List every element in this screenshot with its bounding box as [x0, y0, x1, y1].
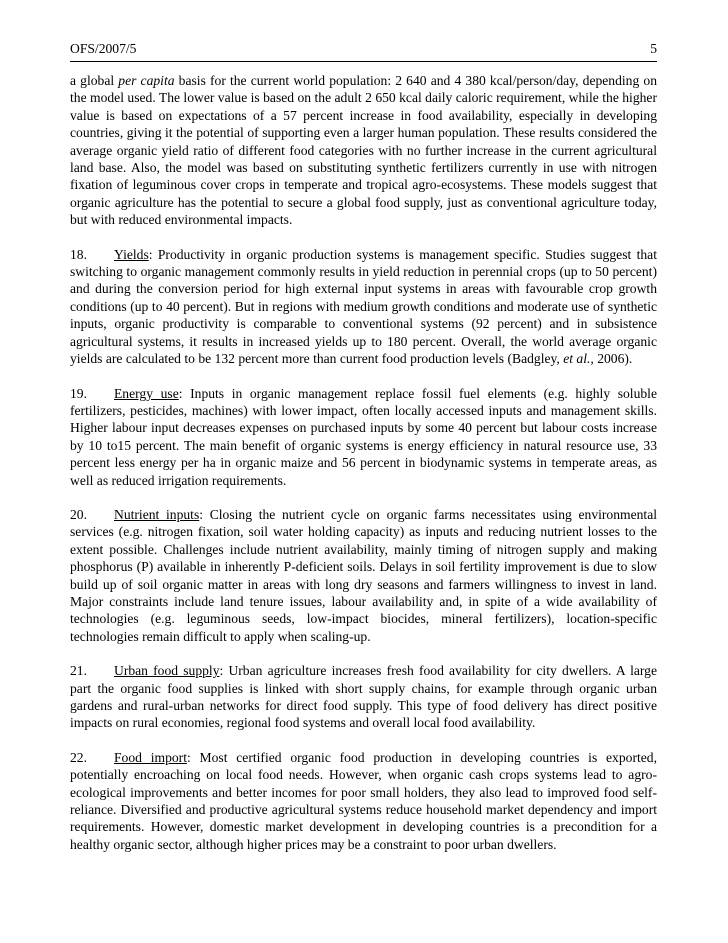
citation-italic: et al., [563, 351, 594, 367]
paragraph-body: : Urban agriculture increases fresh food availability for city dwellers. A large part the organic food supplies is linked with short supply chains, for example through organic urban gardens and rural-urban networks for direct food supply. This type of food delivery has direct positive impacts on rural economies, regional food systems and overall local food availability. [70, 663, 657, 731]
paragraph-heading: Urban food supply [114, 663, 220, 679]
paragraph-number: 22. [70, 749, 87, 765]
paragraph-20 [70, 506, 657, 645]
paragraph-heading: Food import [114, 749, 187, 765]
paragraph-number: 20. [70, 506, 87, 522]
paragraph-body: : Productivity in organic production systems is management specific. Studies suggest that switching to organic management commonly results in yield reduction in perennial crops (up to 50 percent) and during the conversion period for high external input systems in areas with favourable crop growth conditions (up to 40 percent). But in regions with medium growth conditions and moderate use of synthetic inputs, organic productivity is comparable to conventional systems (92 percent) and in subsistence agricultural systems, it results in increased yields up to 180 percent. Overall, the world average organic yields are calculated to be 132 percent more than current food production levels (Badgley, [70, 246, 657, 367]
paragraph-number: 18. [70, 246, 87, 262]
paragraph-body: : Most certified organic food production in developing countries is exported, potentially encroaching on local food needs. However, when organic cash crops systems lead to agro-ecological improvements and better incomes for poor small holders, they also lead to improved food self-reliance. Diversified and productive agricultural systems reduce household market dependency and import requirements. However, domestic market development in developing countries is a precondition for a healthy organic sector, although higher prices may be a constraint to poor urban dwellers. [70, 749, 657, 852]
paragraph-heading: Yields [114, 246, 149, 262]
page-header [70, 40, 657, 62]
intro-text-body: basis for the current world population: 2 640 and 4 380 kcal/person/day, depending on the model used. The lower value is based on the adult 2 650 kcal daily caloric requirement, while the higher value is based on expectations of a 57 percent increase in food availability, especially in developing countries, giving it the potential of supporting even a larger human population. These results considered the average organic yield ratio of different food categories with no further increase in the current agricultural land base. Also, the model was based on substituting synthetic fertilizers currently in use with nitrogen fixation of leguminous cover crops in temperate and tropical agro-ecosystems. These models suggest that organic agriculture has the potential to secure a global food supply, just as conventional agriculture today, but with reduced environmental impacts. [70, 73, 658, 228]
paragraph-18 [70, 246, 657, 368]
paragraph-19 [70, 385, 657, 489]
paragraph-heading: Energy use [114, 385, 179, 401]
paragraph-22 [70, 749, 657, 853]
paragraph-body: : Closing the nutrient cycle on organic farms necessitates using environmental services (e.g. nitrogen fixation, soil water holding capacity) as inputs and reducing nutrient losses to the extent possible. Challenges include nutrient availability, mainly timing of nitrogen supply and making phosphorus (P) available in inherently P-deficient soils. Delays in soil fertility improvement is due to slow build up of soil organic matter in areas with long dry seasons and farmers willingness to invest in land. Major constraints include land tenure issues, labour availability and, in spite of a wide availability of technologies (e.g. leguminous seeds, low-impact biocides, mineral fertilizers), location-specific technologies remain difficult to apply when scaling-up. [70, 506, 657, 644]
citation-end: 2006). [593, 351, 633, 367]
intro-text-start: a global [70, 73, 119, 88]
paragraph-heading: Nutrient inputs [114, 506, 200, 522]
paragraph-number: 21. [70, 663, 87, 679]
page-number: 5 [650, 41, 657, 56]
intro-italic-term: per capita [118, 73, 175, 88]
document-page [70, 40, 657, 870]
intro-paragraph [70, 72, 657, 229]
paragraph-body: : Inputs in organic management replace fossil fuel elements (e.g. highly soluble fertilizers, pesticides, machines) with lower impact, often locally accessed inputs and management skills. Higher labour input decreases expenses on purchased inputs by some 40 percent but labour costs increase by 10 to15 percent. The main benefit of organic systems is energy efficiency in natural resource use, 33 percent less energy per ha in organic maize and 56 percent in biodynamic systems in temperate areas, as well as reduced irrigation requirements. [70, 385, 657, 488]
paragraph-21 [70, 662, 657, 732]
document-code: OFS/2007/5 [70, 41, 137, 56]
paragraph-number: 19. [70, 385, 87, 401]
